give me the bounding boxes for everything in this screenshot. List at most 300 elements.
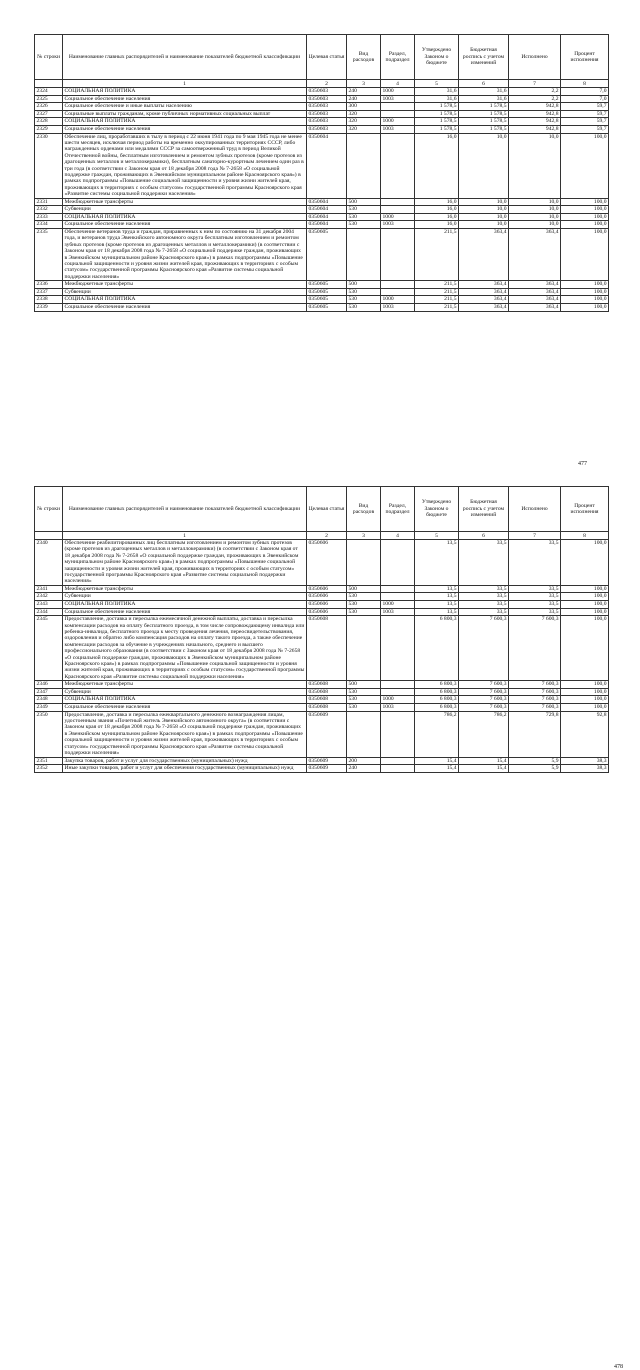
col-number: 3 xyxy=(347,532,381,540)
table-row xyxy=(35,304,609,312)
col-number xyxy=(35,80,63,88)
row-revised: 10,0 xyxy=(459,206,509,214)
row-revised: 1 578,5 xyxy=(459,125,509,133)
table-row xyxy=(35,681,609,689)
row-number: 2333 xyxy=(35,213,63,221)
row-percent: 100,0 xyxy=(561,304,609,312)
col-number: 7 xyxy=(509,80,561,88)
column-number-row xyxy=(35,532,609,540)
col-number: 6 xyxy=(459,80,509,88)
row-revised: 33,5 xyxy=(459,585,509,593)
row-percent: 59,7 xyxy=(561,103,609,111)
table-row xyxy=(35,125,609,133)
row-expense-type: 320 xyxy=(347,125,381,133)
row-expense-type: 530 xyxy=(347,608,381,616)
row-revised: 363,4 xyxy=(459,288,509,296)
row-expense-type xyxy=(347,229,381,281)
col-number: 4 xyxy=(381,532,415,540)
row-expense-type xyxy=(347,540,381,586)
row-percent: 100,0 xyxy=(561,198,609,206)
row-section xyxy=(381,288,415,296)
row-revised: 10,0 xyxy=(459,133,509,198)
row-section xyxy=(381,206,415,214)
row-target-article: 0350605 xyxy=(307,296,347,304)
row-executed: 33,5 xyxy=(509,608,561,616)
row-approved: 16,0 xyxy=(415,206,459,214)
row-approved: 13,5 xyxy=(415,593,459,601)
row-target-article: 0350603 xyxy=(307,95,347,103)
row-name: Межбюджетные трансферты xyxy=(63,681,307,689)
row-percent: 100,0 xyxy=(561,540,609,586)
row-executed: 942,8 xyxy=(509,118,561,126)
table-row xyxy=(35,213,609,221)
row-executed: 10,0 xyxy=(509,206,561,214)
row-number: 2345 xyxy=(35,616,63,681)
row-target-article: 0350608 xyxy=(307,616,347,681)
row-percent: 100,0 xyxy=(561,704,609,712)
row-expense-type xyxy=(347,711,381,757)
row-revised: 363,4 xyxy=(459,229,509,281)
row-section: 1003 xyxy=(381,95,415,103)
row-percent: 100,0 xyxy=(561,585,609,593)
row-number: 2337 xyxy=(35,288,63,296)
row-name: Обеспечение ветеранов труда и граждан, приравненных к ним по состоянию на 31 декабря 2004 года, и ветеранов труда Эвенкийского автономного округа бесплатным изготовлением и ремонтом зубных протезов (кроме протезов из драгоценных металлов и металлокерамики) (в соответствии с Законом края от 18 декабря 2008 года № 7-2658 «О социальной поддержке граждан, проживающих в Эвенкийском муниципальном районе Красноярского края») в рамках подпрограммы «Повышение социальной защищенности и уровня жизни жителей края, проживающих в территориях с особым статусом» государственной программы Красноярского края «Развитие системы социальной поддержки населения» xyxy=(63,229,307,281)
row-approved: 31,6 xyxy=(415,88,459,96)
col-header: Процент исполнения xyxy=(561,487,609,532)
row-name: Межбюджетные трансферты xyxy=(63,198,307,206)
table-row xyxy=(35,593,609,601)
row-number: 2339 xyxy=(35,304,63,312)
row-section xyxy=(381,711,415,757)
col-header: Вид расходов xyxy=(347,35,381,80)
row-number: 2343 xyxy=(35,601,63,609)
row-revised: 7 600,3 xyxy=(459,696,509,704)
row-revised: 10,0 xyxy=(459,198,509,206)
row-section: 1000 xyxy=(381,213,415,221)
row-percent: 59,7 xyxy=(561,125,609,133)
row-expense-type: 500 xyxy=(347,681,381,689)
row-percent: 100,0 xyxy=(561,601,609,609)
row-name: Обеспечение лиц, проработавших в тылу в период с 22 июня 1941 года по 9 мая 1945 года не менее шести месяцев, исключая период работы на временно оккупированных территориях СССР, либо награжденных орденами или медалями СССР за самоотверженный труд в период Великой Отечественной войны, бесплатным изготовлением и ремонтом зубных протезов (кроме протезов из драгоценных металлов и металлокерамики), бесплатным санаторно-курортным лечением один раз в три года (в соответствии с Законом края от 18 декабря 2008 года № 7-2658 «О социальной поддержке граждан, проживающих в Эвенкийском муниципальном районе Красноярского края») в рамках подпрограммы «Повышение социальной защищенности и уровня жизни жителей края, проживающих в территориях с особым статусом» государственной программы Красноярского края «Развитие системы социальной поддержки населения» xyxy=(63,133,307,198)
row-section xyxy=(381,757,415,765)
row-approved: 6 800,3 xyxy=(415,616,459,681)
row-percent: 38,3 xyxy=(561,757,609,765)
col-header: Раздел, подраздел xyxy=(381,487,415,532)
row-number: 2330 xyxy=(35,133,63,198)
table-row xyxy=(35,103,609,111)
row-target-article: 0350606 xyxy=(307,540,347,586)
row-number: 2346 xyxy=(35,681,63,689)
row-executed: 5,9 xyxy=(509,765,561,773)
row-executed: 10,0 xyxy=(509,213,561,221)
row-section xyxy=(381,593,415,601)
row-percent: 100,0 xyxy=(561,681,609,689)
row-percent: 100,0 xyxy=(561,296,609,304)
row-section xyxy=(381,765,415,773)
row-approved: 1 578,5 xyxy=(415,125,459,133)
row-percent: 100,0 xyxy=(561,608,609,616)
row-approved: 6 800,3 xyxy=(415,688,459,696)
row-expense-type: 240 xyxy=(347,765,381,773)
row-revised: 15,4 xyxy=(459,765,509,773)
row-target-article: 0350605 xyxy=(307,304,347,312)
row-target-article: 0350606 xyxy=(307,585,347,593)
row-name: Социальное обеспечение населения xyxy=(63,608,307,616)
row-revised: 1 578,5 xyxy=(459,118,509,126)
row-section: 1000 xyxy=(381,601,415,609)
row-expense-type: 530 xyxy=(347,593,381,601)
row-name: Межбюджетные трансферты xyxy=(63,281,307,289)
row-percent: 100,0 xyxy=(561,696,609,704)
table-row xyxy=(35,696,609,704)
table-row xyxy=(35,585,609,593)
row-number: 2344 xyxy=(35,608,63,616)
row-name: СОЦИАЛЬНАЯ ПОЛИТИКА xyxy=(63,213,307,221)
row-expense-type: 530 xyxy=(347,206,381,214)
row-executed: 10,0 xyxy=(509,198,561,206)
table-row xyxy=(35,118,609,126)
row-revised: 786,2 xyxy=(459,711,509,757)
row-executed: 7 600,3 xyxy=(509,688,561,696)
row-percent: 7,0 xyxy=(561,88,609,96)
row-revised: 33,5 xyxy=(459,540,509,586)
table-row xyxy=(35,95,609,103)
row-expense-type: 530 xyxy=(347,288,381,296)
column-number-row xyxy=(35,80,609,88)
row-approved: 13,5 xyxy=(415,601,459,609)
row-executed: 363,4 xyxy=(509,304,561,312)
row-target-article: 0350603 xyxy=(307,88,347,96)
row-target-article: 0350606 xyxy=(307,608,347,616)
row-name: СОЦИАЛЬНАЯ ПОЛИТИКА xyxy=(63,601,307,609)
col-number: 5 xyxy=(415,80,459,88)
row-revised: 363,4 xyxy=(459,281,509,289)
row-name: СОЦИАЛЬНАЯ ПОЛИТИКА xyxy=(63,118,307,126)
row-executed: 33,5 xyxy=(509,593,561,601)
row-approved: 1 578,5 xyxy=(415,103,459,111)
col-header: Бюджетная роспись с учетом изменений xyxy=(459,487,509,532)
row-section: 1003 xyxy=(381,221,415,229)
row-name: Предоставление, доставка и пересылка ежеквартального денежного вознаграждения лицам, удостоенным звания «Почетный житель Эвенкийского автономного округа» (в соответствии с Законом края от 18 декабря 2008 года № 7-2658 «О социальной поддержке граждан, проживающих в Эвенкийском муниципальном районе Красноярского края») в рамках подпрограммы «Повышение социальной защищенности и уровня жизни жителей края, проживающих в территориях с особым статусом» государственной программы Красноярского края «Развитие системы социальной поддержки населения» xyxy=(63,711,307,757)
row-target-article: 0350609 xyxy=(307,765,347,773)
row-approved: 786,2 xyxy=(415,711,459,757)
row-revised: 363,4 xyxy=(459,296,509,304)
row-revised: 33,5 xyxy=(459,608,509,616)
row-expense-type: 500 xyxy=(347,585,381,593)
col-header: Наименование главных распорядителей и наименование показателей бюджетной классификации xyxy=(63,487,307,532)
row-section: 1000 xyxy=(381,696,415,704)
row-number: 2324 xyxy=(35,88,63,96)
row-approved: 31,6 xyxy=(415,95,459,103)
row-section: 1003 xyxy=(381,125,415,133)
page-number: 478 xyxy=(614,1364,623,1370)
col-header: Целевая статья xyxy=(307,35,347,80)
row-number: 2342 xyxy=(35,593,63,601)
row-approved: 1 578,5 xyxy=(415,110,459,118)
table-row xyxy=(35,198,609,206)
row-target-article: 0350605 xyxy=(307,288,347,296)
row-name: Обеспечение реабилитированных лиц бесплатным изготовлением и ремонтом зубных протезов (кроме протезов из драгоценных металлов и металлокерамики) (в соответствии с Законом края от 18 декабря 2008 года № 7-2658 «О социальной поддержке граждан, проживающих в Эвенкийском муниципальном районе Красноярского края») в рамках подпрограммы «Повышение социальной защищенности и уровня жизни жителей края, проживающих в территориях с особым статусом» государственной программы Красноярского края «Развитие системы социальной поддержки населения» xyxy=(63,540,307,586)
col-number xyxy=(35,532,63,540)
row-section xyxy=(381,688,415,696)
row-number: 2328 xyxy=(35,118,63,126)
row-expense-type: 500 xyxy=(347,198,381,206)
row-section xyxy=(381,103,415,111)
row-executed: 363,4 xyxy=(509,296,561,304)
row-name: Субвенции xyxy=(63,206,307,214)
row-section xyxy=(381,198,415,206)
row-percent: 7,0 xyxy=(561,95,609,103)
row-name: СОЦИАЛЬНАЯ ПОЛИТИКА xyxy=(63,296,307,304)
row-section xyxy=(381,110,415,118)
row-section: 1000 xyxy=(381,88,415,96)
row-name: Социальное обеспечение населения xyxy=(63,704,307,712)
table-row xyxy=(35,221,609,229)
row-executed: 363,4 xyxy=(509,288,561,296)
row-revised: 7 600,3 xyxy=(459,681,509,689)
row-executed: 5,9 xyxy=(509,757,561,765)
row-section: 1003 xyxy=(381,304,415,312)
row-target-article: 0350606 xyxy=(307,593,347,601)
row-expense-type: 240 xyxy=(347,88,381,96)
row-number: 2348 xyxy=(35,696,63,704)
row-target-article: 0350604 xyxy=(307,206,347,214)
row-approved: 6 800,3 xyxy=(415,681,459,689)
row-executed: 10,0 xyxy=(509,133,561,198)
table-row xyxy=(35,206,609,214)
table-row xyxy=(35,608,609,616)
row-revised: 33,5 xyxy=(459,593,509,601)
row-section xyxy=(381,229,415,281)
row-revised: 31,6 xyxy=(459,95,509,103)
col-header: Процент исполнения xyxy=(561,35,609,80)
row-section: 1003 xyxy=(381,704,415,712)
row-target-article: 0350608 xyxy=(307,688,347,696)
row-executed: 2,2 xyxy=(509,88,561,96)
row-executed: 7 600,3 xyxy=(509,696,561,704)
table-row xyxy=(35,296,609,304)
row-executed: 363,4 xyxy=(509,281,561,289)
row-percent: 100,0 xyxy=(561,281,609,289)
row-expense-type: 300 xyxy=(347,103,381,111)
row-approved: 16,0 xyxy=(415,213,459,221)
row-target-article: 0350608 xyxy=(307,696,347,704)
row-name: Социальное обеспечение населения xyxy=(63,125,307,133)
row-percent: 100,0 xyxy=(561,688,609,696)
table-row xyxy=(35,688,609,696)
row-expense-type: 530 xyxy=(347,601,381,609)
col-number: 1 xyxy=(63,80,307,88)
table-row xyxy=(35,88,609,96)
row-approved: 211,5 xyxy=(415,229,459,281)
row-name: Социальные выплаты гражданам, кроме публичных нормативных социальных выплат xyxy=(63,110,307,118)
row-name: Социальное обеспечение населения xyxy=(63,95,307,103)
row-target-article: 0350604 xyxy=(307,221,347,229)
row-name: Социальное обеспечение населения xyxy=(63,221,307,229)
row-revised: 1 578,5 xyxy=(459,110,509,118)
row-number: 2336 xyxy=(35,281,63,289)
row-target-article: 0350603 xyxy=(307,125,347,133)
row-revised: 10,0 xyxy=(459,213,509,221)
row-expense-type: 530 xyxy=(347,296,381,304)
row-percent: 92,8 xyxy=(561,711,609,757)
row-name: Закупка товаров, работ и услуг для государственных (муниципальных) нужд xyxy=(63,757,307,765)
budget-table xyxy=(34,486,609,773)
row-number: 2334 xyxy=(35,221,63,229)
row-expense-type: 530 xyxy=(347,213,381,221)
row-number: 2332 xyxy=(35,206,63,214)
table-row xyxy=(35,288,609,296)
row-approved: 16,0 xyxy=(415,198,459,206)
row-expense-type: 320 xyxy=(347,118,381,126)
table-row xyxy=(35,704,609,712)
row-executed: 942,8 xyxy=(509,110,561,118)
row-expense-type: 320 xyxy=(347,110,381,118)
row-expense-type xyxy=(347,133,381,198)
row-number: 2350 xyxy=(35,711,63,757)
row-approved: 6 800,3 xyxy=(415,696,459,704)
row-executed: 33,5 xyxy=(509,601,561,609)
row-section xyxy=(381,585,415,593)
col-number: 8 xyxy=(561,80,609,88)
row-section xyxy=(381,616,415,681)
row-executed: 7 600,3 xyxy=(509,616,561,681)
row-percent: 38,3 xyxy=(561,765,609,773)
row-approved: 1 578,5 xyxy=(415,118,459,126)
col-header: Исполнено xyxy=(509,35,561,80)
row-section xyxy=(381,540,415,586)
row-revised: 7 600,3 xyxy=(459,688,509,696)
row-percent: 100,0 xyxy=(561,133,609,198)
row-number: 2335 xyxy=(35,229,63,281)
row-name: СОЦИАЛЬНАЯ ПОЛИТИКА xyxy=(63,88,307,96)
row-target-article: 0350606 xyxy=(307,601,347,609)
row-percent: 59,7 xyxy=(561,118,609,126)
col-number: 3 xyxy=(347,80,381,88)
row-target-article: 0350603 xyxy=(307,118,347,126)
row-number: 2352 xyxy=(35,765,63,773)
table-row xyxy=(35,281,609,289)
row-executed: 7 600,3 xyxy=(509,681,561,689)
row-target-article: 0350609 xyxy=(307,757,347,765)
row-percent: 100,0 xyxy=(561,206,609,214)
col-header: Утверждено Законом о бюджете xyxy=(415,487,459,532)
row-number: 2327 xyxy=(35,110,63,118)
row-target-article: 0350603 xyxy=(307,103,347,111)
row-approved: 13,5 xyxy=(415,585,459,593)
row-executed: 10,0 xyxy=(509,221,561,229)
col-header: № строки xyxy=(35,35,63,80)
row-revised: 363,4 xyxy=(459,304,509,312)
table-row xyxy=(35,757,609,765)
row-number: 2338 xyxy=(35,296,63,304)
col-header: № строки xyxy=(35,487,63,532)
row-number: 2341 xyxy=(35,585,63,593)
col-header: Вид расходов xyxy=(347,487,381,532)
document-page-477 xyxy=(34,34,608,467)
col-header: Утверждено Законом о бюджете xyxy=(415,35,459,80)
row-approved: 16,0 xyxy=(415,133,459,198)
row-section: 1000 xyxy=(381,296,415,304)
row-executed: 7 600,3 xyxy=(509,704,561,712)
row-target-article: 0350609 xyxy=(307,711,347,757)
row-name: Межбюджетные трансферты xyxy=(63,585,307,593)
row-expense-type: 530 xyxy=(347,304,381,312)
col-header: Наименование главных распорядителей и наименование показателей бюджетной классификации xyxy=(63,35,307,80)
row-number: 2347 xyxy=(35,688,63,696)
col-header: Раздел, подраздел xyxy=(381,35,415,80)
row-executed: 33,5 xyxy=(509,585,561,593)
row-revised: 10,0 xyxy=(459,221,509,229)
col-header: Бюджетная роспись с учетом изменений xyxy=(459,35,509,80)
row-target-article: 0350605 xyxy=(307,281,347,289)
row-revised: 31,6 xyxy=(459,88,509,96)
row-target-article: 0350604 xyxy=(307,213,347,221)
row-name: Иные закупки товаров, работ и услуг для обеспечения государственных (муниципальных) нужд xyxy=(63,765,307,773)
row-approved: 15,4 xyxy=(415,757,459,765)
row-revised: 1 578,5 xyxy=(459,103,509,111)
row-percent: 59,7 xyxy=(561,110,609,118)
document-page-478 xyxy=(34,486,623,1370)
row-name: Субвенции xyxy=(63,593,307,601)
table-row xyxy=(35,711,609,757)
row-approved: 211,5 xyxy=(415,281,459,289)
row-approved: 15,4 xyxy=(415,765,459,773)
row-percent: 100,0 xyxy=(561,229,609,281)
row-section: 1000 xyxy=(381,118,415,126)
row-name: Социальное обеспечение и иные выплаты населению xyxy=(63,103,307,111)
row-executed: 33,5 xyxy=(509,540,561,586)
row-percent: 100,0 xyxy=(561,616,609,681)
table-row xyxy=(35,616,609,681)
col-number: 2 xyxy=(307,532,347,540)
row-approved: 13,5 xyxy=(415,608,459,616)
row-approved: 211,5 xyxy=(415,288,459,296)
table-row xyxy=(35,133,609,198)
row-number: 2340 xyxy=(35,540,63,586)
row-approved: 211,5 xyxy=(415,296,459,304)
row-number: 2351 xyxy=(35,757,63,765)
row-name: Субвенции xyxy=(63,688,307,696)
col-number: 8 xyxy=(561,532,609,540)
row-target-article: 0350603 xyxy=(307,110,347,118)
col-number: 1 xyxy=(63,532,307,540)
col-number: 5 xyxy=(415,532,459,540)
row-target-article: 0350608 xyxy=(307,681,347,689)
row-name: Предоставление, доставка и пересылка ежемесячной денежной выплаты, доставка и пересылка компенсации расходов на оплату бесплатного проезда, в том числе сопровождающему инвалида или ребенка-инвалида, бесплатного проезда к месту проведения лечения, переосвидетельствования, оздоровления и обратно либо компенсация расходов на оплату такого проезда, а также обеспечение компенсации расходов за обучение в учреждениях начального, среднего и высшего профессионального образования (в соответствии с Законом края от 18 декабря 2008 года № 7-2658 «О социальной поддержке граждан, проживающих в Эвенкийском муниципальном районе Красноярского края») в рамках подпрограммы «Повышение социальной защищенности и уровня жизни жителей края, проживающих в территориях с особым статусом» государственной программы Красноярского края «Развитие системы социальной поддержки населения» xyxy=(63,616,307,681)
row-percent: 100,0 xyxy=(561,288,609,296)
row-percent: 100,0 xyxy=(561,213,609,221)
row-revised: 15,4 xyxy=(459,757,509,765)
col-header: Целевая статья xyxy=(307,487,347,532)
table-row xyxy=(35,765,609,773)
budget-table xyxy=(34,34,609,312)
row-number: 2326 xyxy=(35,103,63,111)
row-approved: 16,0 xyxy=(415,221,459,229)
row-revised: 7 600,3 xyxy=(459,704,509,712)
row-section xyxy=(381,133,415,198)
row-expense-type xyxy=(347,616,381,681)
row-executed: 2,2 xyxy=(509,95,561,103)
row-approved: 6 800,3 xyxy=(415,704,459,712)
row-percent: 100,0 xyxy=(561,221,609,229)
row-number: 2329 xyxy=(35,125,63,133)
row-executed: 942,8 xyxy=(509,103,561,111)
table-row xyxy=(35,110,609,118)
col-number: 7 xyxy=(509,532,561,540)
row-number: 2331 xyxy=(35,198,63,206)
row-section xyxy=(381,281,415,289)
